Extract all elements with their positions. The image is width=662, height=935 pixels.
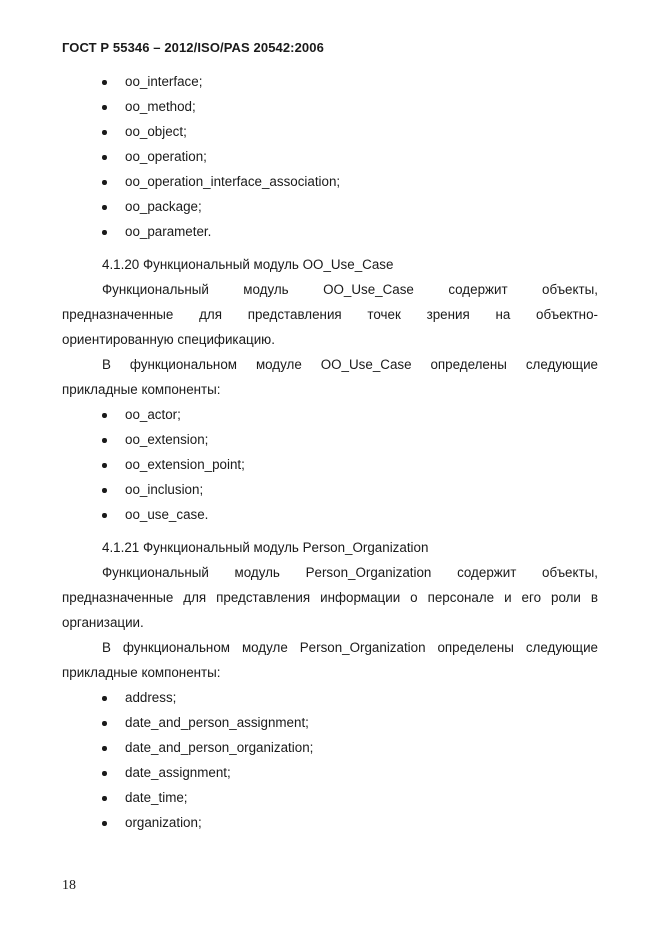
page-number: 18 <box>62 878 76 893</box>
list-item: oo_use_case. <box>62 502 598 527</box>
component-list-person-organization <box>62 685 598 835</box>
paragraph-line: Функциональный модуль OO_Use_Case содержит объекты, <box>102 282 598 297</box>
bullet-icon <box>102 230 107 235</box>
bullet-icon <box>102 721 107 726</box>
bullet-icon <box>102 463 107 468</box>
list-item: oo_package; <box>62 194 598 219</box>
bullet-icon <box>102 130 107 135</box>
list-item: oo_actor; <box>62 402 598 427</box>
paragraph-line: В функциональном модуле OO_Use_Case определены следующие <box>102 357 598 372</box>
paragraph-line: прикладные компоненты: <box>62 382 221 397</box>
list-item: address; <box>62 685 598 710</box>
bullet-icon <box>102 80 107 85</box>
paragraph-line: В функциональном модуле Person_Organization определены следующие <box>102 640 598 655</box>
list-item: oo_interface; <box>62 69 598 94</box>
bullet-icon <box>102 413 107 418</box>
bullet-icon <box>102 155 107 160</box>
list-item: oo_extension; <box>62 427 598 452</box>
bullet-icon <box>102 746 107 751</box>
paragraph-line: предназначенные для представления точек зрения на объектно- <box>62 307 598 322</box>
list-item: oo_operation; <box>62 144 598 169</box>
component-list-oo-use-case <box>62 402 598 527</box>
list-item: oo_object; <box>62 119 598 144</box>
bullet-icon <box>102 205 107 210</box>
bullet-icon <box>102 771 107 776</box>
bullet-icon <box>102 821 107 826</box>
list-item: oo_inclusion; <box>62 477 598 502</box>
list-item: date_assignment; <box>62 760 598 785</box>
list-item: oo_parameter. <box>62 219 598 244</box>
bullet-icon <box>102 438 107 443</box>
component-list-top <box>62 69 598 244</box>
bullet-icon <box>102 796 107 801</box>
bullet-icon <box>102 696 107 701</box>
section-heading-4-1-21: 4.1.21 Функциональный модуль Person_Organization <box>102 540 429 555</box>
bullet-icon <box>102 105 107 110</box>
paragraph-line: предназначенные для представления информации о персонале и его роли в <box>62 590 598 605</box>
list-item: date_time; <box>62 785 598 810</box>
bullet-icon <box>102 488 107 493</box>
list-item: oo_method; <box>62 94 598 119</box>
document-header: ГОСТ Р 55346 – 2012/ISO/PAS 20542:2006 <box>62 40 324 55</box>
page-body <box>62 69 598 835</box>
list-item: oo_extension_point; <box>62 452 598 477</box>
list-item: organization; <box>62 810 598 835</box>
section-heading-4-1-20: 4.1.20 Функциональный модуль OO_Use_Case <box>102 257 394 272</box>
paragraph-line: ориентированную спецификацию. <box>62 332 275 347</box>
paragraph-line: организации. <box>62 615 144 630</box>
paragraph-line: Функциональный модуль Person_Organization содержит объекты, <box>102 565 598 580</box>
bullet-icon <box>102 513 107 518</box>
list-item: date_and_person_assignment; <box>62 710 598 735</box>
list-item: date_and_person_organization; <box>62 735 598 760</box>
paragraph-line: прикладные компоненты: <box>62 665 221 680</box>
list-item: oo_operation_interface_association; <box>62 169 598 194</box>
bullet-icon <box>102 180 107 185</box>
